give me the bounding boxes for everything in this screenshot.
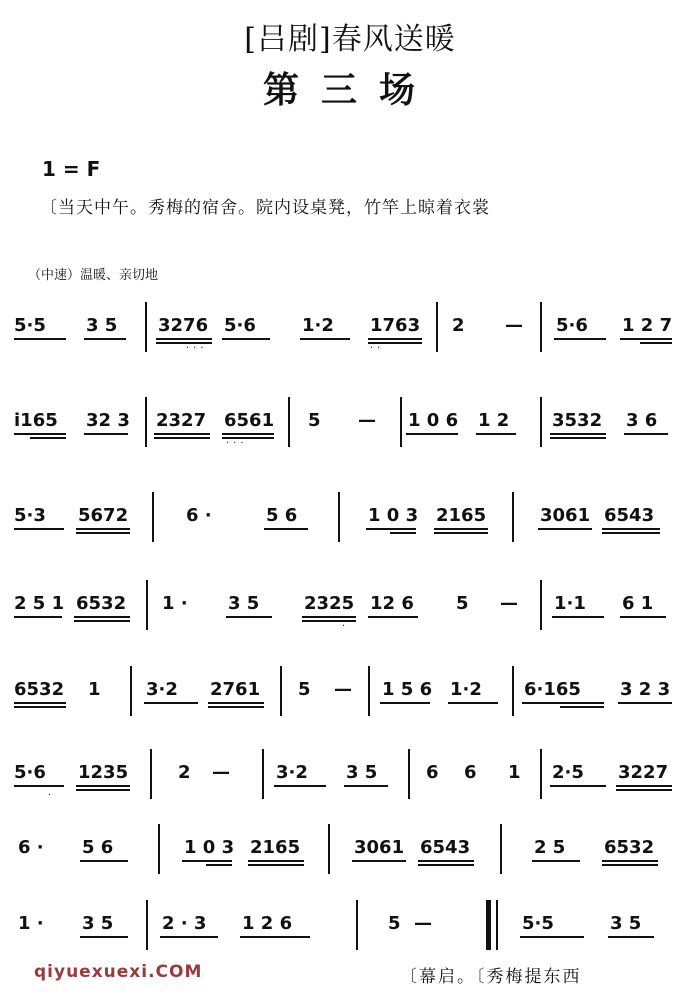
score-row-7 xyxy=(0,822,700,882)
note-group: 1·2 xyxy=(302,315,334,336)
note-group: 1 0 3 xyxy=(184,837,235,858)
tempo-marking: （中速）温暖、亲切地 xyxy=(28,268,159,283)
closing-direction: 〔幕启。〔秀梅提东西 xyxy=(400,967,582,987)
note-group: — xyxy=(334,679,352,700)
note-group: 6543 xyxy=(604,505,655,526)
note-group: 12 6 xyxy=(370,593,414,614)
note-group: 3 5 xyxy=(610,913,642,934)
score-row-2: i165 32 3 2327 6561 ··· 5 — 1 0 6 1 2 3532 3 6 xyxy=(0,395,700,455)
note-group: — xyxy=(212,762,230,783)
note-group: 5 6 xyxy=(82,837,114,858)
note-group: 5·6 xyxy=(224,315,256,336)
score-row-4: 2 5 1 6532 1 · 3 5 2325 12 6 · 5 — 1·1 6 1 xyxy=(0,578,700,638)
note-group: 3·2 xyxy=(276,762,308,783)
note-group: — xyxy=(414,913,432,934)
note-group: 6532 xyxy=(76,593,127,614)
note-group: 5·6 xyxy=(14,762,46,783)
note-group: 6532 xyxy=(604,837,655,858)
note-group: 5 xyxy=(298,679,311,700)
note-group: i165 xyxy=(14,410,58,431)
note-group: 1·2 xyxy=(450,679,482,700)
note-group: 1 0 6 xyxy=(408,410,459,431)
note-group: 6 xyxy=(426,762,439,783)
score-row-1: 5·5 3 5 3276 5·6 ··· 1·2 1763 ·· 2 — 5·6 1 2 7 xyxy=(0,300,700,360)
note-group: 2 5 1 xyxy=(14,593,65,614)
note-group: 1763 xyxy=(370,315,421,336)
note-group: 1 · xyxy=(18,913,44,934)
note-group: 6532 xyxy=(14,679,65,700)
note-group: 5·3 xyxy=(14,505,46,526)
note-group: 1 xyxy=(508,762,521,783)
note-group: 5·5 xyxy=(14,315,46,336)
note-group: 1 · xyxy=(162,593,188,614)
note-group: 1235 xyxy=(78,762,129,783)
note-group: 3061 xyxy=(354,837,405,858)
note-group: — xyxy=(505,315,523,336)
note-group: 2 · 3 xyxy=(162,913,207,934)
note-group: 5 xyxy=(388,913,401,934)
note-group: 3 6 xyxy=(626,410,658,431)
note-group: 1 xyxy=(88,679,101,700)
note-group: 2·5 xyxy=(552,762,584,783)
note-group: 5·6 xyxy=(556,315,588,336)
note-group: 1 2 7 xyxy=(622,315,673,336)
note-group: 3 2 3 xyxy=(620,679,671,700)
note-group: 1 5 6 xyxy=(382,679,433,700)
score-title: [吕剧]春风送暖 xyxy=(244,22,456,57)
note-group: 6561 xyxy=(224,410,275,431)
note-group: 2 xyxy=(452,315,465,336)
note-group: 6·165 xyxy=(524,679,581,700)
note-group: 5·5 xyxy=(522,913,554,934)
note-group: 2761 xyxy=(210,679,261,700)
note-group: 2325 xyxy=(304,593,355,614)
note-group: 3276 xyxy=(158,315,209,336)
key-signature: 1 = F xyxy=(42,157,101,181)
note-group: 1 0 3 xyxy=(368,505,419,526)
note-group: 6 · xyxy=(186,505,212,526)
note-group: 3·2 xyxy=(146,679,178,700)
score-row-6: 5·6 · 1235 2 — 3·2 3 5 6 6 1 2·5 3227 xyxy=(0,747,700,807)
note-group: 6 1 xyxy=(622,593,654,614)
note-group: — xyxy=(500,593,518,614)
note-group: 2165 xyxy=(436,505,487,526)
note-group: 3 5 xyxy=(82,913,114,934)
note-group: 1·1 xyxy=(554,593,586,614)
note-group: 5 6 xyxy=(266,505,298,526)
note-group: 1 2 6 xyxy=(242,913,293,934)
note-group: 2327 xyxy=(156,410,207,431)
note-group: 2165 xyxy=(250,837,301,858)
note-group: 3227 xyxy=(618,762,669,783)
score-row-8 xyxy=(0,898,700,958)
note-group: 2 xyxy=(178,762,191,783)
note-group: — xyxy=(358,410,376,431)
note-group: 6 · xyxy=(18,837,44,858)
note-group: 2 5 xyxy=(534,837,566,858)
note-group: 6 xyxy=(464,762,477,783)
note-group: 3 5 xyxy=(228,593,260,614)
note-group: 3 5 xyxy=(346,762,378,783)
scene-heading: 第三场 xyxy=(262,70,437,111)
note-group: 3532 xyxy=(552,410,603,431)
score-row-5 xyxy=(0,664,700,724)
watermark: qiyuexuexi.COM xyxy=(34,962,203,982)
note-group: 5 xyxy=(308,410,321,431)
note-group: 5 xyxy=(456,593,469,614)
stage-direction: 〔当天中午。秀梅的宿舍。院内设桌凳，竹竿上晾着衣裳 xyxy=(40,198,490,218)
note-group: 6543 xyxy=(420,837,471,858)
note-group: 3 5 xyxy=(86,315,118,336)
note-group: 3061 xyxy=(540,505,591,526)
note-group: 1 2 xyxy=(478,410,510,431)
score-row-3 xyxy=(0,490,700,550)
note-group: 32 3 xyxy=(86,410,130,431)
note-group: 5672 xyxy=(78,505,129,526)
